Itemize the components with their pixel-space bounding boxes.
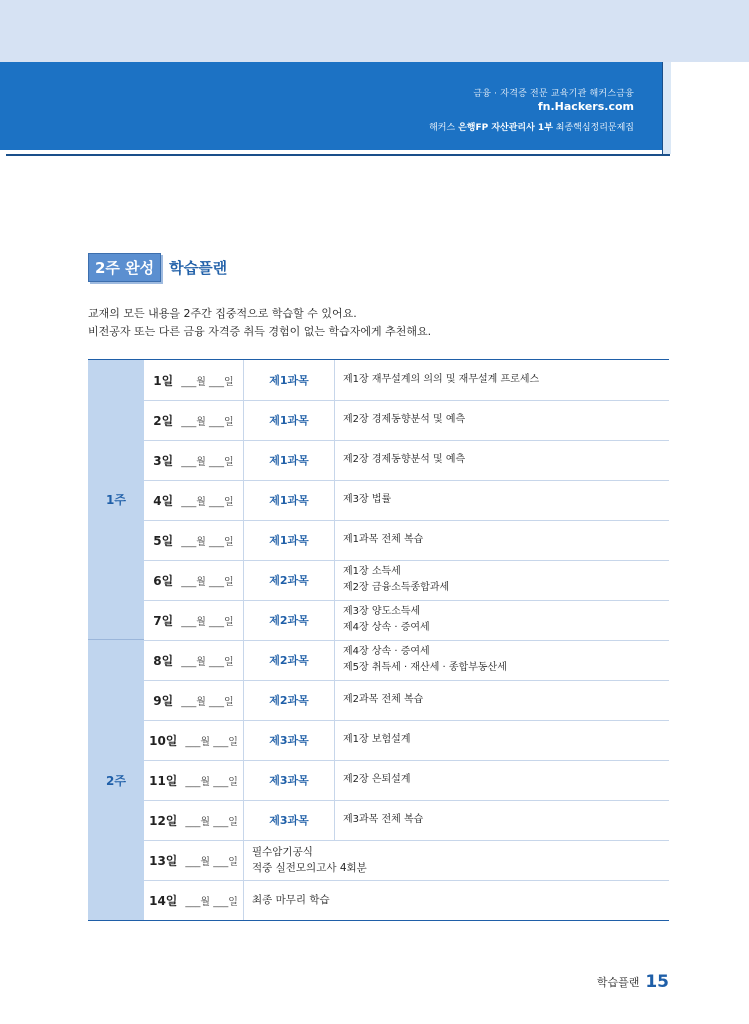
day-number: 12일	[149, 813, 178, 828]
day-number: 14일	[149, 893, 178, 908]
date-cell	[144, 480, 244, 520]
content-line: 제2장 경제동향분석 및 예측	[343, 454, 466, 465]
intro-line-1: 교재의 모든 내용을 2주간 집중적으로 학습할 수 있어요.	[88, 307, 357, 320]
section-title	[88, 253, 227, 282]
content-line: 필수암기공식	[252, 846, 313, 858]
date-blank[interactable]: ___월 ___일	[185, 896, 238, 908]
date-cell	[144, 440, 244, 480]
content-line: 제1장 보험설계	[343, 734, 411, 745]
subject-cell: 제1과목	[244, 360, 335, 400]
plan-row	[144, 680, 669, 721]
day-number: 11일	[149, 773, 178, 788]
content-line: 제2장 금융소득종합과세	[343, 582, 450, 593]
content-cell	[335, 640, 669, 680]
date-cell	[144, 760, 244, 800]
content-cell	[244, 840, 669, 880]
content-cell	[335, 520, 669, 560]
day-number: 5일	[153, 533, 174, 548]
content-cell	[335, 600, 669, 640]
day-number: 6일	[153, 573, 174, 588]
subject-cell: 제3과목	[244, 720, 335, 760]
header-book-title: 해커스 은행FP 자산관리사 1부 최종핵심정리문제집	[429, 123, 634, 133]
date-blank[interactable]: ___월 ___일	[185, 816, 238, 828]
content-line: 제1장 재무설계의 의의 및 재무설계 프로세스	[343, 374, 540, 385]
plan-row	[144, 640, 669, 681]
subject-cell: 제1과목	[244, 440, 335, 480]
header-site[interactable]: fn.Hackers.com	[537, 100, 634, 113]
day-number: 1일	[153, 373, 174, 388]
content-cell	[335, 400, 669, 440]
date-blank[interactable]: ___월 ___일	[181, 416, 234, 428]
date-cell	[144, 840, 244, 880]
day-number: 8일	[153, 653, 174, 668]
content-line: 제1장 소득세	[343, 566, 401, 577]
date-cell	[144, 520, 244, 560]
content-cell	[335, 720, 669, 760]
intro-line-2: 비전공자 또는 다른 금융 자격증 취득 경험이 없는 학습자에게 추천해요.	[88, 325, 432, 338]
subject-cell: 제2과목	[244, 640, 335, 680]
plan-row	[144, 720, 669, 761]
page-footer	[597, 972, 669, 992]
subject-cell: 제1과목	[244, 480, 335, 520]
day-number: 2일	[153, 413, 174, 428]
content-cell	[335, 760, 669, 800]
content-cell	[244, 880, 669, 920]
date-blank[interactable]: ___월 ___일	[185, 856, 238, 868]
subject-cell: 제3과목	[244, 800, 335, 840]
week-cell-1: 1주	[88, 360, 144, 640]
subject-cell: 제1과목	[244, 400, 335, 440]
content-line: 제3장 법률	[343, 494, 392, 505]
content-line: 제2장 은퇴설계	[343, 774, 411, 785]
plan-row	[144, 560, 669, 601]
plan-row	[144, 400, 669, 441]
date-cell	[144, 400, 244, 440]
day-number: 4일	[153, 493, 174, 508]
date-blank[interactable]: ___월 ___일	[181, 696, 234, 708]
date-cell	[144, 880, 244, 920]
subject-cell: 제2과목	[244, 680, 335, 720]
header-text	[429, 86, 634, 133]
week-cell-2: 2주	[88, 640, 144, 920]
content-cell	[335, 440, 669, 480]
date-blank[interactable]: ___월 ___일	[181, 656, 234, 668]
date-cell	[144, 720, 244, 760]
plan-row	[144, 800, 669, 841]
subject-cell: 제2과목	[244, 560, 335, 600]
date-blank[interactable]: ___월 ___일	[181, 456, 234, 468]
content-cell	[335, 360, 669, 400]
date-cell	[144, 560, 244, 600]
content-line: 제3장 양도소득세	[343, 606, 421, 617]
footer-label: 학습플랜	[596, 976, 640, 989]
day-number: 3일	[153, 453, 174, 468]
date-blank[interactable]: ___월 ___일	[181, 376, 234, 388]
title-text: 학습플랜	[169, 259, 228, 277]
title-badge: 2주 완성	[88, 253, 161, 282]
date-cell	[144, 680, 244, 720]
date-blank[interactable]: ___월 ___일	[181, 536, 234, 548]
content-line: 제5장 취득세 · 재산세 · 종합부동산세	[343, 662, 507, 673]
content-line: 제1과목 전체 복습	[343, 534, 424, 545]
content-cell	[335, 680, 669, 720]
subject-cell: 제1과목	[244, 520, 335, 560]
content-line: 제4장 상속 · 증여세	[343, 646, 430, 657]
plan-row	[144, 360, 669, 401]
content-line: 적중 실전모의고사 4회분	[252, 862, 367, 874]
date-cell	[144, 360, 244, 400]
page-number: 15	[645, 972, 669, 992]
content-line: 제3과목 전체 복습	[343, 814, 424, 825]
date-cell	[144, 640, 244, 680]
subject-cell: 제2과목	[244, 600, 335, 640]
plan-row	[144, 600, 669, 641]
content-cell	[335, 560, 669, 600]
subject-cell: 제3과목	[244, 760, 335, 800]
date-cell	[144, 800, 244, 840]
content-cell	[335, 480, 669, 520]
plan-row	[144, 760, 669, 801]
plan-row	[144, 880, 669, 920]
date-blank[interactable]: ___월 ___일	[185, 736, 238, 748]
content-line: 제2장 경제동향분석 및 예측	[343, 414, 466, 425]
content-line: 제4장 상속 · 증여세	[343, 622, 430, 633]
header-fold	[662, 62, 671, 154]
day-number: 13일	[149, 853, 178, 868]
top-band	[0, 0, 749, 62]
content-line: 최종 마무리 학습	[252, 894, 330, 906]
intro-text	[88, 305, 431, 341]
day-number: 9일	[153, 693, 174, 708]
date-blank[interactable]: ___월 ___일	[181, 616, 234, 628]
day-number: 7일	[153, 613, 174, 628]
header-tagline: 금융 · 자격증 전문 교육기관 해커스금융	[473, 89, 634, 99]
content-cell	[335, 800, 669, 840]
date-blank[interactable]: ___월 ___일	[185, 776, 238, 788]
date-blank[interactable]: ___월 ___일	[181, 576, 234, 588]
plan-row	[144, 840, 669, 881]
content-line: 제2과목 전체 복습	[343, 694, 424, 705]
plan-row	[144, 480, 669, 521]
plan-row	[144, 520, 669, 561]
date-cell	[144, 600, 244, 640]
study-plan-table	[88, 359, 669, 921]
day-number: 10일	[149, 733, 178, 748]
date-blank[interactable]: ___월 ___일	[181, 496, 234, 508]
plan-row	[144, 440, 669, 481]
